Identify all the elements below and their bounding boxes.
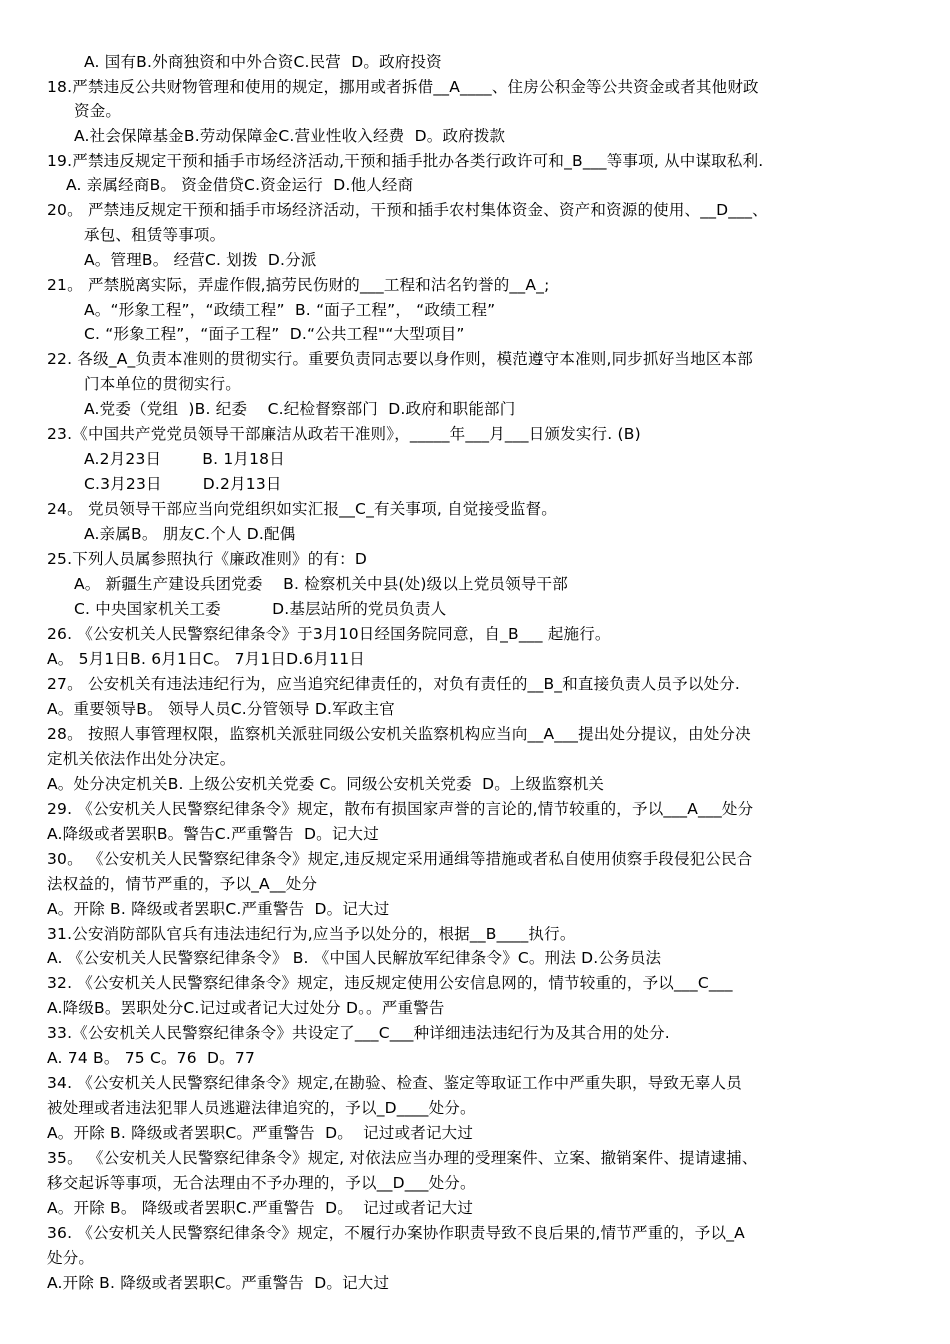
- text-line: A。开除 B。 降级或者罢职C.严重警告 D。 记过或者记大过: [47, 1199, 474, 1217]
- text-line: 19.严禁违反规定干预和插手市场经济活动,干预和插手批办各类行政许可和_B___等事项, 从中谋取私利.: [47, 152, 764, 170]
- text-line: C.3月23日 D.2月13日: [84, 475, 282, 493]
- text-line: 23.《中国共产党党员领导干部廉洁从政若干准则》，_____年___月___日颁发实行. (B): [47, 425, 641, 443]
- text-line: 26. 《公安机关人民警察纪律条令》于3月10日经国务院同意，自_B___ 起施行。: [47, 625, 611, 643]
- text-line: A。重要领导B。 领导人员C.分管领导 D.军政主官: [47, 700, 395, 718]
- text-line: 27。 公安机关有违法违纪行为，应当追究纪律责任的，对负有责任的__B_和直接负责人员予以处分.: [47, 675, 741, 693]
- text-line: 资金。: [74, 102, 122, 120]
- text-line: C. “形象工程”，“面子工程” D.“公共工程"“大型项目”: [84, 325, 465, 343]
- text-line: 36. 《公安机关人民警察纪律条令》规定，不履行办案协作职责导致不良后果的,情节严重的，予以_A: [47, 1224, 745, 1242]
- text-line: 法权益的，情节严重的，予以_A__处分: [47, 875, 318, 893]
- text-line: 29. 《公安机关人民警察纪律条令》规定，散布有损国家声誉的言论的,情节较重的，予以___A___处分: [47, 800, 754, 818]
- text-line: A.2月23日 B. 1月18日: [84, 450, 285, 468]
- text-line: 20。 严禁违反规定干预和插手市场经济活动，干预和插手农村集体资金、资产和资源的使用、__D___、: [47, 201, 768, 219]
- text-line: A. 亲属经商B。 资金借贷C.资金运行 D.他人经商: [66, 176, 414, 194]
- text-line: A.开除 B. 降级或者罢职C。严重警告 D。记大过: [47, 1274, 390, 1292]
- text-line: A.降级或者罢职B。警告C.严重警告 D。记大过: [47, 825, 379, 843]
- text-line: A。 5月1日B. 6月1日C。 7月1日D.6月11日: [47, 650, 365, 668]
- text-line: A. 国有B.外商独资和中外合资C.民营 D。政府投资: [84, 53, 442, 71]
- text-line: A。“形象工程”，“政绩工程” B. “面子工程”， “政绩工程”: [84, 301, 496, 319]
- text-line: 22. 各级_A_负责本准则的贯彻实行。重要负责同志要以身作则，模范遵守本准则,同步抓好当地区本部: [47, 350, 753, 368]
- text-line: A.亲属B。 朋友C.个人 D.配偶: [84, 525, 296, 543]
- text-line: A.降级B。罢职处分C.记过或者记大过处分 D。。严重警告: [47, 999, 445, 1017]
- text-line: A.党委（党组 )B. 纪委 C.纪检督察部门 D.政府和职能部门: [84, 400, 516, 418]
- text-line: C. 中央国家机关工委 D.基层站所的党员负责人: [74, 600, 447, 618]
- text-line: 32. 《公安机关人民警察纪律条令》规定，违反规定使用公安信息网的，情节较重的，予以___C___: [47, 974, 733, 992]
- text-line: A. 《公安机关人民警察纪律条令》 B. 《中国人民解放军纪律条令》C。刑法 D.公务员法: [47, 949, 662, 967]
- text-line: 28。 按照人事管理权限，监察机关派驻同级公安机关监察机构应当向__A___提出处分提议，由处分决: [47, 725, 751, 743]
- text-line: 31.公安消防部队官兵有违法违纪行为,应当予以处分的，根据__B____执行。: [47, 925, 576, 943]
- text-line: 门本单位的贯彻实行。: [84, 375, 242, 393]
- text-line: 承包、租赁等事项。: [84, 226, 226, 244]
- text-line: A.社会保障基金B.劳动保障金C.营业性收入经费 D。政府拨款: [74, 127, 506, 145]
- text-line: A。开除 B. 降级或者罢职C。严重警告 D。 记过或者记大过: [47, 1124, 474, 1142]
- text-line: A. 74 B。 75 C。76 D。77: [47, 1049, 256, 1067]
- text-line: 定机关依法作出处分决定。: [47, 750, 236, 768]
- text-line: 被处理或者违法犯罪人员逃避法律追究的，予以_D____处分。: [47, 1099, 476, 1117]
- text-line: 33.《公安机关人民警察纪律条令》共设定了___C___种详细违法违纪行为及其合用的处分.: [47, 1024, 670, 1042]
- text-line: 处分。: [47, 1249, 95, 1267]
- text-line: 34. 《公安机关人民警察纪律条令》规定,在勘验、检查、鉴定等取证工作中严重失职，导致无辜人员: [47, 1074, 742, 1092]
- text-line: 25.下列人员属参照执行《廉政准则》的有：D: [47, 550, 367, 568]
- text-line: 24。 党员领导干部应当向党组织如实汇报__C_有关事项, 自觉接受监督。: [47, 500, 557, 518]
- text-line: A。管理B。 经营C. 划拨 D.分派: [84, 251, 317, 269]
- text-line: 移交起诉等事项，无合法理由不予办理的，予以__D___处分。: [47, 1174, 476, 1192]
- text-line: 35。 《公安机关人民警察纪律条令》规定, 对依法应当办理的受理案件、立案、撤销案件、提请逮捕、: [47, 1149, 758, 1167]
- text-line: 21。 严禁脱离实际，弄虚作假,搞劳民伤财的___工程和沽名钓誉的__A_;: [47, 276, 550, 294]
- text-line: A。开除 B. 降级或者罢职C.严重警告 D。记大过: [47, 900, 390, 918]
- text-line: A。处分决定机关B. 上级公安机关党委 C。同级公安机关党委 D。上级监察机关: [47, 775, 605, 793]
- text-line: A。 新疆生产建设兵团党委 B. 检察机关中县(处)级以上党员领导干部: [74, 575, 568, 593]
- text-line: 18.严禁违反公共财物管理和使用的规定，挪用或者拆借__A____、住房公积金等公共资金或者其他财政: [47, 78, 759, 96]
- text-line: 30。 《公安机关人民警察纪律条令》规定,违反规定采用通缉等措施或者私自使用侦察手段侵犯公民合: [47, 850, 753, 868]
